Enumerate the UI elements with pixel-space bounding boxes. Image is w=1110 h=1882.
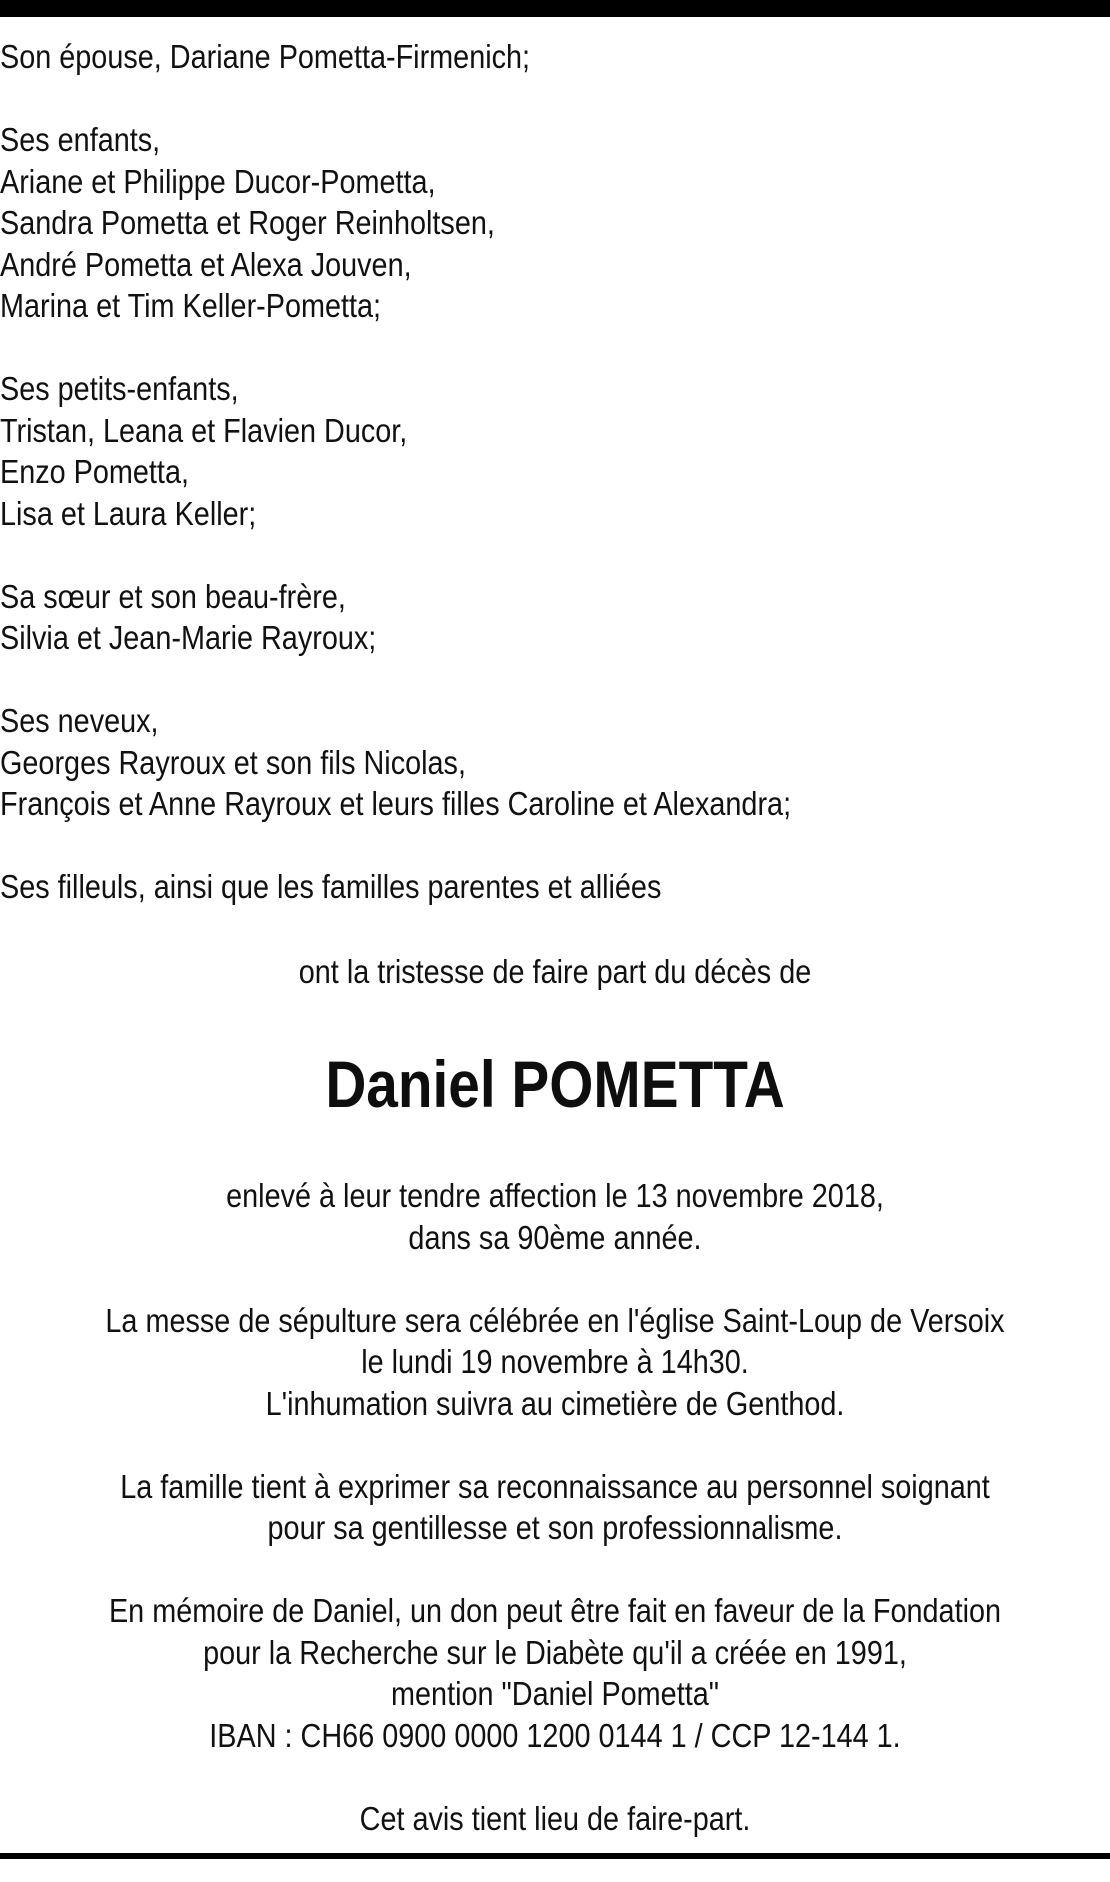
family-group-siblings [0, 577, 955, 660]
iban-line: IBAN : CH66 0900 0000 1200 0144 1 / CCP 12-144 1. [209, 1717, 901, 1755]
family-line: Tristan, Leana et Flavien Ducor, [0, 412, 408, 450]
family-line: Sa sœur et son beau-frère, [0, 578, 346, 616]
detail-line: La famille tient à exprimer sa reconnaissance au personnel soignant [120, 1468, 990, 1506]
detail-line: enlevé à leur tendre affection le 13 novembre 2018, [226, 1178, 884, 1215]
detail-line: le lundi 19 novembre à 14h30. [361, 1344, 749, 1381]
detail-line: La messe de sépulture sera célébrée en l'église Saint-Loup de Versoix [105, 1302, 1005, 1340]
family-line: Ses filleuls, ainsi que les familles parentes et alliées [0, 869, 662, 906]
family-line: Ses petits-enfants, [0, 371, 239, 408]
family-line: Ariane et Philippe Ducor-Pometta, [0, 163, 436, 201]
family-group-nephews [0, 701, 955, 826]
family-line: Georges Rayroux et son fils Nicolas, [0, 744, 466, 782]
detail-line: En mémoire de Daniel, un don peut être fait en faveur de la Fondation [108, 1593, 1002, 1630]
family-line: Marina et Tim Keller-Pometta; [0, 288, 382, 325]
family-line: André Pometta et Alexa Jouven, [0, 246, 412, 284]
bottom-rule [0, 1853, 1110, 1859]
death-date-block [0, 1176, 1110, 1259]
family-line: Son épouse, Dariane Pometta-Firmenich; [0, 39, 531, 76]
donation-block [0, 1591, 1110, 1757]
family-line: Sandra Pometta et Roger Reinholtsen, [0, 205, 495, 242]
announcement-text: ont la tristesse de faire part du décès de [298, 954, 812, 991]
detail-line: pour sa gentillesse et son professionnalisme. [267, 1510, 843, 1547]
obituary-details [0, 1176, 1110, 1882]
family-group-spouse [0, 37, 955, 79]
family-group-grandchildren [0, 369, 955, 535]
detail-line: dans sa 90ème année. [408, 1219, 702, 1257]
detail-line: pour la Recherche sur le Diabète qu'il a créée en 1991, [203, 1634, 907, 1672]
family-line: François et Anne Rayroux et leurs filles Caroline et Alexandra; [0, 786, 792, 823]
deceased-name: Daniel POMETTA [325, 1047, 785, 1121]
detail-line: mention "Daniel Pometta" [391, 1676, 719, 1713]
family-line: Lisa et Laura Keller; [0, 495, 257, 533]
detail-line: L'inhumation suivra au cimetière de Genthod. [265, 1385, 845, 1423]
funeral-mass-block [0, 1301, 1110, 1426]
family-group-godchildren [0, 867, 955, 909]
closing-note-block [0, 1799, 1110, 1841]
family-list [0, 37, 955, 950]
family-line: Ses neveux, [0, 703, 159, 740]
family-line: Enzo Pometta, [0, 454, 189, 491]
family-line: Silvia et Jean-Marie Rayroux; [0, 620, 377, 657]
family-group-children [0, 120, 955, 328]
closing-line: Cet avis tient lieu de faire-part. [359, 1800, 751, 1838]
top-rule [0, 0, 1110, 17]
thanks-block [0, 1467, 1110, 1550]
family-line: Ses enfants, [0, 122, 161, 159]
